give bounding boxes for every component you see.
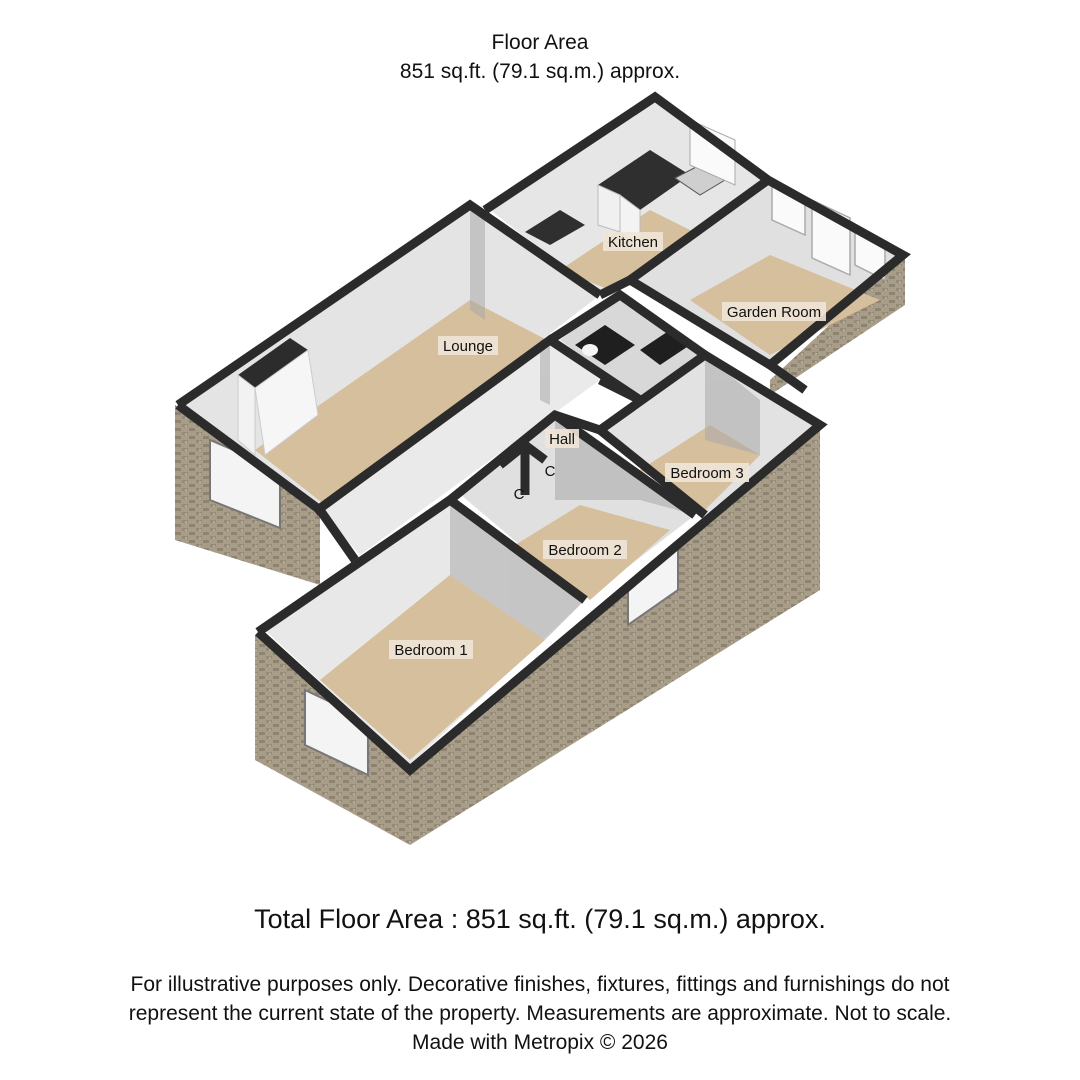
plan-title: Floor Area: [491, 31, 589, 54]
disclaimer-line-1: For illustrative purposes only. Decorative finishes, fixtures, fittings and furnishings do not: [130, 973, 950, 996]
room-label-bedroom-1: Bedroom 1: [394, 642, 468, 659]
plan-subtitle: 851 sq.ft. (79.1 sq.m.) approx.: [399, 60, 681, 83]
room-label-cupboard-2: C: [513, 486, 525, 503]
room-label-kitchen: Kitchen: [607, 234, 659, 251]
room-label-cupboard-1: C: [544, 463, 556, 480]
room-label-bedroom-3: Bedroom 3: [670, 465, 744, 482]
room-label-bedroom-2: Bedroom 2: [548, 542, 622, 559]
room-label-garden-room: Garden Room: [726, 304, 822, 321]
disclaimer: [60, 970, 1020, 1057]
disclaimer-line-2: represent the current state of the property. Measurements are approximate. Not to scale.: [128, 1002, 952, 1025]
total-floor-area: Total Floor Area : 851 sq.ft. (79.1 sq.m.) approx.: [254, 904, 826, 934]
room-label-lounge: Lounge: [442, 338, 494, 355]
room-label-hall: Hall: [549, 431, 575, 448]
disclaimer-line-3: Made with Metropix © 2026: [412, 1031, 668, 1054]
